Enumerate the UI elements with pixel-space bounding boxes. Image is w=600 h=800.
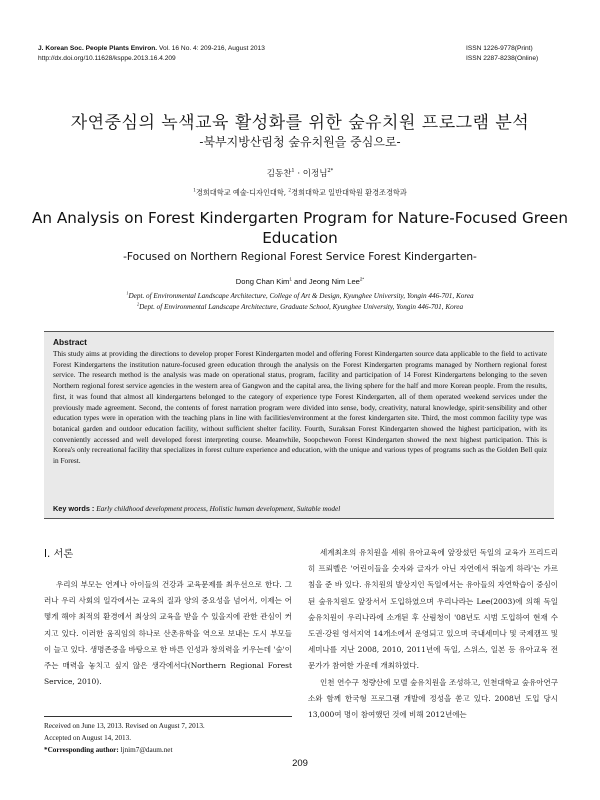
- keywords-label: Key words :: [53, 504, 95, 513]
- english-subtitle: -Focused on Northern Regional Forest Service Forest Kindergarten-: [123, 251, 477, 263]
- section-heading-introduction: Ⅰ. 서론: [44, 549, 74, 560]
- corresponding-author: [44, 744, 292, 756]
- left-column: [44, 545, 292, 690]
- korean-author-2: 이정님: [302, 169, 328, 179]
- korean-affiliation-1: 경희대학교 예술·디자인대학,: [195, 188, 287, 197]
- english-title: An Analysis on Forest Kindergarten Program for Nature-Focused Green Education: [32, 209, 568, 247]
- abstract-text: This study aims at providing the directions to develop proper Forest Kindergarten model and offering Forest Kindergarten source data applicable to the field to activate Forest Kindergartens the institution nature-focused green education through the analysis on the Forest Kindergarten programs managed by Northern regional forest service. The research method is the analysis was made on operational status, program, facility and participation of 14 Forest Kindergartens belonging to the seven Northern regional forest service agencies in the western area of Gangwon and the capital area, the living sphere for the half and more Korean people. From the results, first, it was found that almost all kindergartens belonged to the category of experience type Forest Kindergarten, all of them operated weekend services under the previously made agreement. Second, the contents of forest narration program were divided into sense, body, creativity, natural knowledge, spirit·sensibility and other education types were in operation with the teaching plans in line with facilities/environment at the forest kindergarten site. Third, the most common facility type was botanical garden and outdoor education facility, without sufficient shelter facility. Fourth, Suraksan Forest Kindergarten showed the highest participation, with its conveniently accessed and well developed forest interpreting course. Meanwhile, Soopchewon Forest Kindergarten showed the next highest participation. This is Korea's only recreational facility that specializes in forest culture experience and education, with the unique and various types of programs such as the Golden Bell quiz in Forest.: [53, 349, 547, 466]
- korean-author-1: 김동찬: [266, 169, 292, 179]
- korean-title: 자연중심의 녹색교육 활성화를 위한 숲유치원 프로그램 분석: [70, 113, 530, 133]
- english-author-conjunction: and: [291, 277, 309, 286]
- accepted-date: Accepted on August 14, 2013.: [44, 734, 132, 742]
- issn-online: ISSN 2287-8238(Online): [466, 55, 539, 62]
- body-paragraph-2: 세계최초의 유치원을 세워 유아교육에 앞장섰던 독일의 교육가 프리드리히 프뢰벨은 '어린이들을 숫자와 글자가 아닌 자연에서 뛰놀게 하라'는 가르침을 준 바 있다. 유치원의 발상지인 독일에서는 유아들의 자연학습이 중심이 된 숲유치원도 앞장서서 도입하였으며 우리나라는 Lee(2003)에 의해 독일 숲유치원이 우리나라에 소개된 후 산림청이 '08년도 시범 도입하여 현재 수도권·강원 영서지역 14개소에서 운영되고 있으며 국내세미나 및 국제캠프 및 세미나를 지난 2008, 2010, 2011년에 독일, 스위스, 일본 등 유아교육 전문가가 참여한 가운데 개최하였다.: [308, 548, 558, 671]
- english-affiliation-1: Dept. of Environmental Landscape Architecture, College of Art & Design, Kyunghee University, Yongin 446-701, Korea: [128, 292, 474, 300]
- korean-authors: 김동찬$^1$ · 이정님$^{2*}$: [266, 168, 334, 179]
- journal-name: J. Korean Soc. People Plants Environ.: [38, 45, 158, 52]
- english-authors: Dong Chan Kim$^1$ and Jeong Nim Lee$^{2*}$: [235, 276, 365, 286]
- received-date: Received on June 13, 2013. Revised on August 7, 2013.: [44, 722, 205, 730]
- abstract-heading: Abstract: [53, 337, 87, 347]
- issn-print: ISSN 1226-9778(Print): [466, 45, 533, 52]
- korean-affiliations: $^1$경희대학교 예술·디자인대학, $^2$경희대학교 일반대학원 환경조경학과: [193, 188, 407, 197]
- keywords: [53, 504, 340, 513]
- korean-affiliation-2: 경희대학교 일반대학원 환경조경학과: [291, 188, 407, 197]
- body-paragraph-1: 우리의 부모는 연계나 아이들의 건강과 교육문제를 최우선으로 한다. 그러나 우리 사회의 일각에서는 교육의 질과 양의 중요성을 넘어서, 이제는 어떻게 해야 최적의 환경에서 최상의 교육을 받을 수 있을지에 관한 관심이 커지고 있다. 이러한 움직임의 하나로 산촌유학을 역으로 보내는 도시 부모들이 늘고 있다. 생명존중을 바탕으로 한 바른 인성과 창의력을 키우는데 '숲'이 주는 매력을 놓치고 싶지 않은 생각에서다(Northern Regional Forest Service, 2010).: [44, 580, 292, 687]
- doi-link[interactable]: http://dx.doi.org/10.11628/ksppe.2013.16.4.209: [38, 55, 176, 62]
- journal-citation: [38, 44, 265, 64]
- page-number: 209: [292, 758, 308, 769]
- korean-subtitle: -북부지방산림청 숲유치원을 중심으로-: [199, 135, 401, 149]
- footnotes: [44, 716, 292, 756]
- issn-block: [466, 44, 562, 64]
- abstract-box: [44, 331, 554, 519]
- english-author-2: Jeong Nim Lee: [308, 277, 360, 286]
- journal-volume: Vol. 16 No. 4: 209-216, August 2013: [158, 45, 265, 52]
- korean-author-separator: ·: [297, 169, 301, 179]
- body-paragraph-3: 인천 연수구 청량산에 모델 숲유치원을 조성하고, 인천대학교 숲유아연구소와 함께 한국형 프로그램 개발에 정성을 쏟고 있다. 2008년 도입 당시 13,000여 명이 참여했던 것에 비해 2012년에는: [308, 677, 558, 720]
- english-affiliation-2: Dept. of Environmental Landscape Architecture, Graduate School, Kyunghee University, Yongin 446-701, Korea: [139, 302, 464, 311]
- right-column: [308, 545, 558, 723]
- corresponding-author-email[interactable]: ljnim7@daum.net: [120, 746, 173, 754]
- corresponding-author-label: *Corresponding author:: [44, 746, 119, 754]
- english-author-1: Dong Chan Kim: [235, 277, 290, 286]
- keywords-list: Early childhood development process, Holistic human development, Suitable model: [96, 504, 341, 513]
- english-affiliations: $^1$Dept. of Environmental Landscape Architecture, College of Art & Design, Kyunghee University, Yongin 446-701, Korea $^2$Dept. of Environmental Landscape Architecture, Graduate School, Kyunghee University, Yongin 446-701, Korea: [126, 290, 474, 311]
